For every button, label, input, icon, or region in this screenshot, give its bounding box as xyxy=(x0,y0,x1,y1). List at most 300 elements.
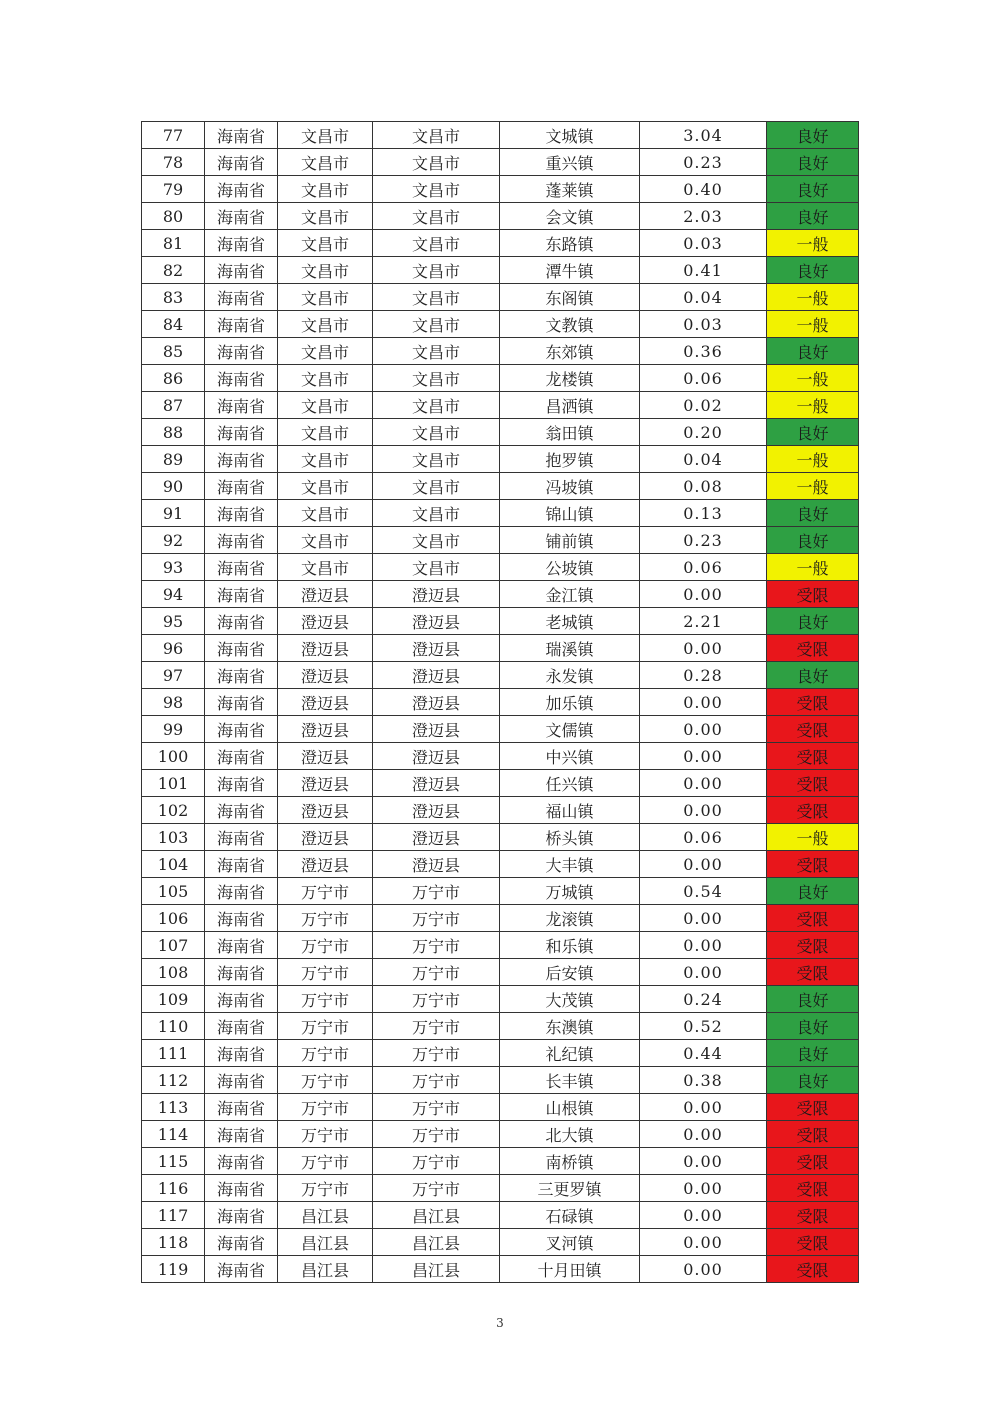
cell-county: 昌江县 xyxy=(373,1202,500,1229)
cell-province: 海南省 xyxy=(205,554,278,581)
cell-county: 文昌市 xyxy=(373,149,500,176)
cell-status: 受限 xyxy=(767,689,859,716)
cell-province: 海南省 xyxy=(205,770,278,797)
cell-province: 海南省 xyxy=(205,797,278,824)
cell-province: 海南省 xyxy=(205,365,278,392)
cell-status: 受限 xyxy=(767,1121,859,1148)
cell-value: 0.54 xyxy=(640,878,767,905)
cell-no: 116 xyxy=(142,1175,205,1202)
table-row xyxy=(142,797,859,824)
table-row xyxy=(142,824,859,851)
table-row xyxy=(142,554,859,581)
cell-town: 永发镇 xyxy=(500,662,640,689)
cell-no: 115 xyxy=(142,1148,205,1175)
cell-county: 文昌市 xyxy=(373,446,500,473)
cell-no: 98 xyxy=(142,689,205,716)
cell-no: 117 xyxy=(142,1202,205,1229)
cell-county: 文昌市 xyxy=(373,392,500,419)
cell-province: 海南省 xyxy=(205,1175,278,1202)
cell-no: 86 xyxy=(142,365,205,392)
cell-county: 澄迈县 xyxy=(373,824,500,851)
cell-status: 受限 xyxy=(767,770,859,797)
cell-county: 万宁市 xyxy=(373,1067,500,1094)
cell-town: 石碌镇 xyxy=(500,1202,640,1229)
cell-no: 99 xyxy=(142,716,205,743)
table-row xyxy=(142,635,859,662)
cell-no: 84 xyxy=(142,311,205,338)
cell-county: 澄迈县 xyxy=(373,581,500,608)
cell-city: 万宁市 xyxy=(278,959,373,986)
cell-no: 108 xyxy=(142,959,205,986)
cell-no: 119 xyxy=(142,1256,205,1283)
cell-status: 良好 xyxy=(767,257,859,284)
cell-town: 大茂镇 xyxy=(500,986,640,1013)
cell-value: 0.00 xyxy=(640,743,767,770)
cell-city: 文昌市 xyxy=(278,446,373,473)
cell-status: 受限 xyxy=(767,1202,859,1229)
cell-county: 文昌市 xyxy=(373,230,500,257)
cell-status: 良好 xyxy=(767,203,859,230)
table-row xyxy=(142,905,859,932)
cell-province: 海南省 xyxy=(205,716,278,743)
table-row xyxy=(142,662,859,689)
cell-city: 文昌市 xyxy=(278,176,373,203)
table-row xyxy=(142,365,859,392)
cell-value: 0.38 xyxy=(640,1067,767,1094)
cell-status: 受限 xyxy=(767,797,859,824)
cell-status: 一般 xyxy=(767,230,859,257)
cell-value: 0.03 xyxy=(640,230,767,257)
cell-status: 一般 xyxy=(767,824,859,851)
cell-value: 0.00 xyxy=(640,1229,767,1256)
cell-status: 一般 xyxy=(767,392,859,419)
town-status-table xyxy=(141,121,859,1283)
cell-county: 万宁市 xyxy=(373,1040,500,1067)
cell-city: 万宁市 xyxy=(278,1148,373,1175)
cell-city: 澄迈县 xyxy=(278,770,373,797)
cell-province: 海南省 xyxy=(205,635,278,662)
cell-county: 文昌市 xyxy=(373,311,500,338)
cell-province: 海南省 xyxy=(205,122,278,149)
cell-no: 88 xyxy=(142,419,205,446)
cell-county: 文昌市 xyxy=(373,554,500,581)
cell-no: 90 xyxy=(142,473,205,500)
cell-city: 文昌市 xyxy=(278,473,373,500)
cell-city: 文昌市 xyxy=(278,500,373,527)
cell-county: 文昌市 xyxy=(373,473,500,500)
cell-county: 文昌市 xyxy=(373,203,500,230)
cell-status: 良好 xyxy=(767,662,859,689)
cell-province: 海南省 xyxy=(205,311,278,338)
cell-town: 大丰镇 xyxy=(500,851,640,878)
cell-province: 海南省 xyxy=(205,284,278,311)
cell-province: 海南省 xyxy=(205,1148,278,1175)
cell-province: 海南省 xyxy=(205,149,278,176)
table-row xyxy=(142,500,859,527)
cell-town: 万城镇 xyxy=(500,878,640,905)
table-row xyxy=(142,284,859,311)
cell-status: 良好 xyxy=(767,176,859,203)
cell-status: 受限 xyxy=(767,1148,859,1175)
cell-city: 文昌市 xyxy=(278,554,373,581)
cell-value: 0.23 xyxy=(640,527,767,554)
cell-province: 海南省 xyxy=(205,959,278,986)
cell-county: 万宁市 xyxy=(373,986,500,1013)
cell-no: 91 xyxy=(142,500,205,527)
cell-status: 一般 xyxy=(767,311,859,338)
cell-value: 0.00 xyxy=(640,770,767,797)
cell-province: 海南省 xyxy=(205,1013,278,1040)
cell-no: 87 xyxy=(142,392,205,419)
cell-province: 海南省 xyxy=(205,203,278,230)
cell-value: 0.00 xyxy=(640,1202,767,1229)
table-row xyxy=(142,176,859,203)
cell-no: 96 xyxy=(142,635,205,662)
cell-province: 海南省 xyxy=(205,1094,278,1121)
cell-status: 良好 xyxy=(767,419,859,446)
cell-value: 0.00 xyxy=(640,797,767,824)
cell-status: 受限 xyxy=(767,635,859,662)
cell-town: 南桥镇 xyxy=(500,1148,640,1175)
cell-status: 良好 xyxy=(767,986,859,1013)
table-row xyxy=(142,1148,859,1175)
cell-value: 0.00 xyxy=(640,905,767,932)
cell-value: 3.04 xyxy=(640,122,767,149)
cell-no: 110 xyxy=(142,1013,205,1040)
table-row xyxy=(142,932,859,959)
cell-city: 澄迈县 xyxy=(278,716,373,743)
cell-county: 文昌市 xyxy=(373,419,500,446)
cell-county: 澄迈县 xyxy=(373,743,500,770)
cell-town: 礼纪镇 xyxy=(500,1040,640,1067)
cell-province: 海南省 xyxy=(205,500,278,527)
cell-county: 万宁市 xyxy=(373,1121,500,1148)
cell-value: 0.08 xyxy=(640,473,767,500)
cell-no: 101 xyxy=(142,770,205,797)
table-row xyxy=(142,311,859,338)
cell-value: 0.24 xyxy=(640,986,767,1013)
cell-no: 111 xyxy=(142,1040,205,1067)
cell-county: 文昌市 xyxy=(373,527,500,554)
cell-status: 受限 xyxy=(767,581,859,608)
cell-value: 0.06 xyxy=(640,365,767,392)
table-row xyxy=(142,473,859,500)
cell-city: 文昌市 xyxy=(278,230,373,257)
cell-province: 海南省 xyxy=(205,1067,278,1094)
cell-town: 十月田镇 xyxy=(500,1256,640,1283)
cell-value: 0.40 xyxy=(640,176,767,203)
cell-province: 海南省 xyxy=(205,851,278,878)
table-row xyxy=(142,878,859,905)
table-row xyxy=(142,338,859,365)
table-row xyxy=(142,1040,859,1067)
cell-no: 80 xyxy=(142,203,205,230)
cell-no: 83 xyxy=(142,284,205,311)
cell-county: 澄迈县 xyxy=(373,851,500,878)
cell-town: 抱罗镇 xyxy=(500,446,640,473)
cell-town: 东阁镇 xyxy=(500,284,640,311)
cell-no: 112 xyxy=(142,1067,205,1094)
cell-city: 万宁市 xyxy=(278,1094,373,1121)
page-number: 3 xyxy=(496,1316,504,1330)
cell-no: 93 xyxy=(142,554,205,581)
cell-no: 81 xyxy=(142,230,205,257)
table-row xyxy=(142,122,859,149)
cell-city: 澄迈县 xyxy=(278,662,373,689)
cell-county: 昌江县 xyxy=(373,1256,500,1283)
table-row xyxy=(142,743,859,770)
cell-no: 89 xyxy=(142,446,205,473)
cell-town: 重兴镇 xyxy=(500,149,640,176)
cell-city: 文昌市 xyxy=(278,365,373,392)
cell-town: 文城镇 xyxy=(500,122,640,149)
cell-province: 海南省 xyxy=(205,824,278,851)
cell-city: 澄迈县 xyxy=(278,851,373,878)
cell-no: 79 xyxy=(142,176,205,203)
cell-no: 95 xyxy=(142,608,205,635)
table-row xyxy=(142,986,859,1013)
cell-status: 受限 xyxy=(767,716,859,743)
cell-no: 77 xyxy=(142,122,205,149)
cell-county: 澄迈县 xyxy=(373,689,500,716)
table-row xyxy=(142,1094,859,1121)
table-row xyxy=(142,1067,859,1094)
cell-city: 万宁市 xyxy=(278,1013,373,1040)
cell-county: 文昌市 xyxy=(373,176,500,203)
cell-city: 文昌市 xyxy=(278,149,373,176)
cell-value: 0.00 xyxy=(640,851,767,878)
cell-status: 良好 xyxy=(767,608,859,635)
cell-no: 103 xyxy=(142,824,205,851)
table-row xyxy=(142,230,859,257)
cell-town: 潭牛镇 xyxy=(500,257,640,284)
cell-town: 三更罗镇 xyxy=(500,1175,640,1202)
cell-county: 万宁市 xyxy=(373,1094,500,1121)
cell-county: 万宁市 xyxy=(373,1175,500,1202)
cell-status: 一般 xyxy=(767,284,859,311)
cell-town: 老城镇 xyxy=(500,608,640,635)
table-row xyxy=(142,203,859,230)
cell-value: 0.36 xyxy=(640,338,767,365)
table-row xyxy=(142,716,859,743)
table-row xyxy=(142,446,859,473)
cell-status: 良好 xyxy=(767,122,859,149)
cell-city: 万宁市 xyxy=(278,878,373,905)
cell-town: 昌洒镇 xyxy=(500,392,640,419)
cell-county: 文昌市 xyxy=(373,500,500,527)
cell-city: 澄迈县 xyxy=(278,824,373,851)
cell-province: 海南省 xyxy=(205,878,278,905)
cell-town: 福山镇 xyxy=(500,797,640,824)
cell-town: 中兴镇 xyxy=(500,743,640,770)
cell-county: 文昌市 xyxy=(373,122,500,149)
cell-town: 龙楼镇 xyxy=(500,365,640,392)
cell-town: 会文镇 xyxy=(500,203,640,230)
cell-city: 澄迈县 xyxy=(278,608,373,635)
cell-province: 海南省 xyxy=(205,419,278,446)
cell-city: 文昌市 xyxy=(278,419,373,446)
cell-town: 瑞溪镇 xyxy=(500,635,640,662)
table-row xyxy=(142,689,859,716)
cell-city: 文昌市 xyxy=(278,284,373,311)
cell-city: 昌江县 xyxy=(278,1202,373,1229)
cell-province: 海南省 xyxy=(205,257,278,284)
cell-value: 0.00 xyxy=(640,716,767,743)
cell-status: 受限 xyxy=(767,1256,859,1283)
cell-county: 澄迈县 xyxy=(373,770,500,797)
cell-county: 文昌市 xyxy=(373,338,500,365)
cell-status: 受限 xyxy=(767,1229,859,1256)
cell-city: 文昌市 xyxy=(278,122,373,149)
cell-town: 长丰镇 xyxy=(500,1067,640,1094)
table-row xyxy=(142,1013,859,1040)
cell-city: 文昌市 xyxy=(278,311,373,338)
cell-province: 海南省 xyxy=(205,1229,278,1256)
cell-city: 昌江县 xyxy=(278,1256,373,1283)
cell-status: 良好 xyxy=(767,149,859,176)
cell-city: 万宁市 xyxy=(278,1121,373,1148)
table-row xyxy=(142,1202,859,1229)
cell-town: 后安镇 xyxy=(500,959,640,986)
cell-county: 万宁市 xyxy=(373,959,500,986)
cell-city: 澄迈县 xyxy=(278,743,373,770)
table-row xyxy=(142,770,859,797)
table-row xyxy=(142,419,859,446)
cell-town: 公坡镇 xyxy=(500,554,640,581)
cell-province: 海南省 xyxy=(205,338,278,365)
cell-value: 2.03 xyxy=(640,203,767,230)
table-row xyxy=(142,392,859,419)
cell-county: 万宁市 xyxy=(373,932,500,959)
cell-value: 0.00 xyxy=(640,689,767,716)
cell-city: 昌江县 xyxy=(278,1229,373,1256)
cell-value: 0.00 xyxy=(640,1121,767,1148)
cell-city: 文昌市 xyxy=(278,392,373,419)
cell-value: 0.00 xyxy=(640,932,767,959)
cell-county: 万宁市 xyxy=(373,878,500,905)
table-row xyxy=(142,608,859,635)
cell-county: 文昌市 xyxy=(373,284,500,311)
cell-no: 107 xyxy=(142,932,205,959)
cell-county: 澄迈县 xyxy=(373,662,500,689)
cell-city: 万宁市 xyxy=(278,932,373,959)
cell-province: 海南省 xyxy=(205,905,278,932)
cell-status: 受限 xyxy=(767,1175,859,1202)
table-row xyxy=(142,527,859,554)
cell-value: 0.00 xyxy=(640,1256,767,1283)
cell-status: 良好 xyxy=(767,1040,859,1067)
cell-no: 94 xyxy=(142,581,205,608)
cell-town: 文教镇 xyxy=(500,311,640,338)
cell-value: 0.06 xyxy=(640,554,767,581)
cell-town: 东路镇 xyxy=(500,230,640,257)
cell-value: 0.23 xyxy=(640,149,767,176)
cell-status: 受限 xyxy=(767,932,859,959)
cell-no: 92 xyxy=(142,527,205,554)
cell-province: 海南省 xyxy=(205,527,278,554)
cell-value: 2.21 xyxy=(640,608,767,635)
cell-no: 97 xyxy=(142,662,205,689)
table-row xyxy=(142,257,859,284)
cell-province: 海南省 xyxy=(205,446,278,473)
cell-no: 102 xyxy=(142,797,205,824)
cell-status: 良好 xyxy=(767,1067,859,1094)
cell-county: 澄迈县 xyxy=(373,797,500,824)
cell-status: 良好 xyxy=(767,1013,859,1040)
cell-county: 万宁市 xyxy=(373,1013,500,1040)
cell-value: 0.00 xyxy=(640,581,767,608)
cell-no: 118 xyxy=(142,1229,205,1256)
cell-no: 104 xyxy=(142,851,205,878)
cell-status: 一般 xyxy=(767,446,859,473)
cell-county: 澄迈县 xyxy=(373,608,500,635)
table-row xyxy=(142,1121,859,1148)
cell-status: 良好 xyxy=(767,338,859,365)
cell-status: 良好 xyxy=(767,527,859,554)
cell-status: 良好 xyxy=(767,878,859,905)
table-row xyxy=(142,851,859,878)
cell-province: 海南省 xyxy=(205,1121,278,1148)
cell-city: 万宁市 xyxy=(278,1040,373,1067)
cell-province: 海南省 xyxy=(205,581,278,608)
cell-province: 海南省 xyxy=(205,473,278,500)
cell-value: 0.02 xyxy=(640,392,767,419)
cell-province: 海南省 xyxy=(205,230,278,257)
cell-city: 澄迈县 xyxy=(278,797,373,824)
cell-county: 澄迈县 xyxy=(373,635,500,662)
cell-status: 受限 xyxy=(767,1094,859,1121)
cell-no: 85 xyxy=(142,338,205,365)
cell-value: 0.00 xyxy=(640,1094,767,1121)
cell-county: 昌江县 xyxy=(373,1229,500,1256)
cell-town: 桥头镇 xyxy=(500,824,640,851)
cell-city: 澄迈县 xyxy=(278,581,373,608)
table-row xyxy=(142,1175,859,1202)
cell-value: 0.20 xyxy=(640,419,767,446)
cell-value: 0.28 xyxy=(640,662,767,689)
cell-province: 海南省 xyxy=(205,932,278,959)
cell-city: 文昌市 xyxy=(278,527,373,554)
cell-no: 113 xyxy=(142,1094,205,1121)
cell-province: 海南省 xyxy=(205,392,278,419)
cell-city: 万宁市 xyxy=(278,1175,373,1202)
cell-city: 万宁市 xyxy=(278,1067,373,1094)
table-row xyxy=(142,149,859,176)
table-row xyxy=(142,1256,859,1283)
cell-town: 冯坡镇 xyxy=(500,473,640,500)
cell-status: 一般 xyxy=(767,473,859,500)
cell-city: 万宁市 xyxy=(278,905,373,932)
cell-value: 0.00 xyxy=(640,959,767,986)
cell-status: 一般 xyxy=(767,554,859,581)
table-row xyxy=(142,581,859,608)
cell-value: 0.04 xyxy=(640,446,767,473)
cell-no: 100 xyxy=(142,743,205,770)
table-body xyxy=(142,122,859,1283)
cell-status: 受限 xyxy=(767,959,859,986)
cell-county: 文昌市 xyxy=(373,257,500,284)
cell-status: 受限 xyxy=(767,905,859,932)
cell-value: 0.00 xyxy=(640,1148,767,1175)
cell-county: 澄迈县 xyxy=(373,716,500,743)
cell-city: 文昌市 xyxy=(278,338,373,365)
cell-value: 0.00 xyxy=(640,635,767,662)
cell-town: 翁田镇 xyxy=(500,419,640,446)
cell-no: 106 xyxy=(142,905,205,932)
cell-no: 78 xyxy=(142,149,205,176)
cell-status: 受限 xyxy=(767,851,859,878)
cell-value: 0.06 xyxy=(640,824,767,851)
